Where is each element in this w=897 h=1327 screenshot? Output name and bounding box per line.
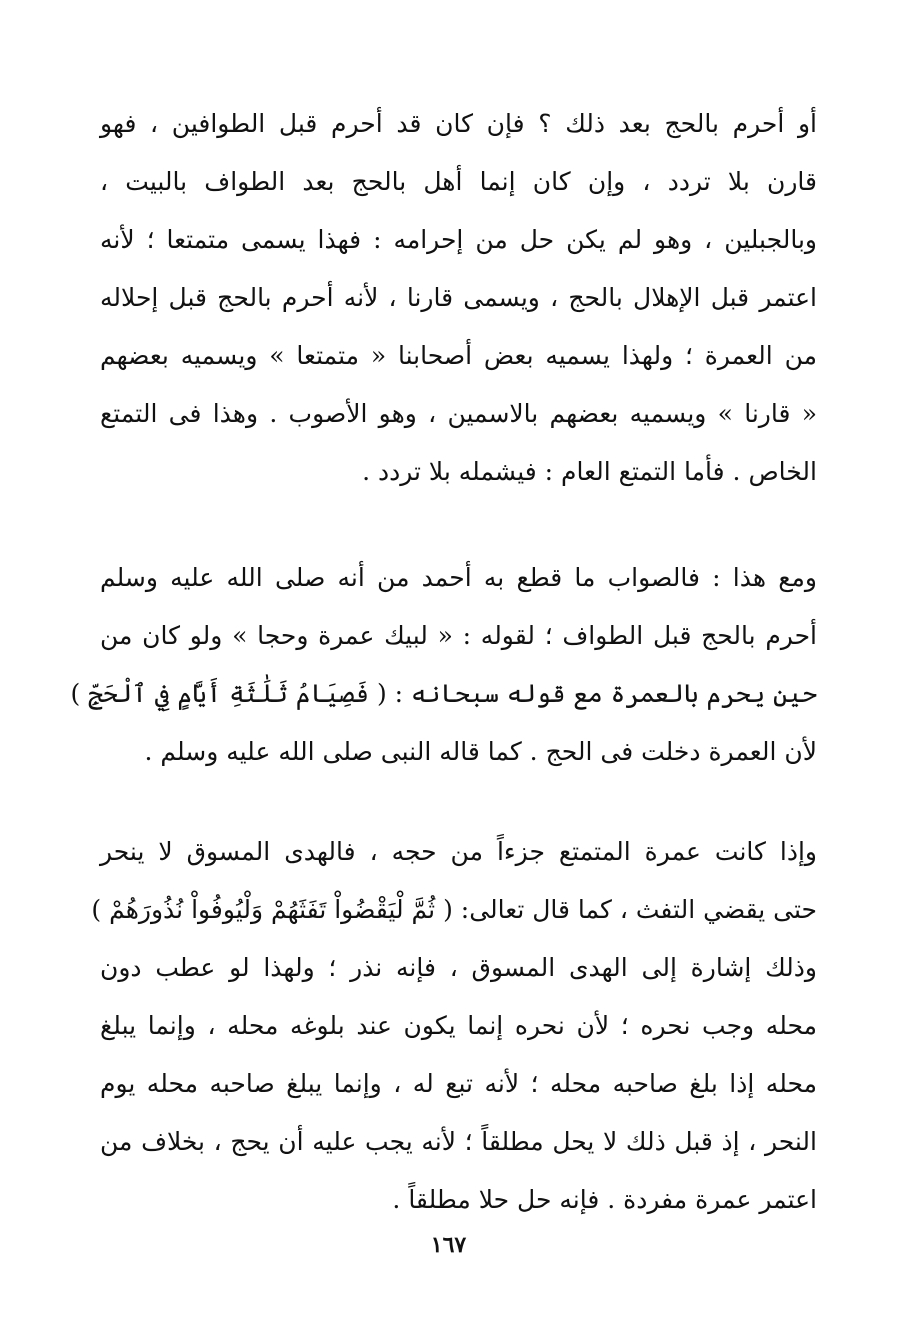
text-line: الخاص . فأما التمتع العام : فيشمله بلا تردد .: [362, 457, 817, 486]
text-line: اعتمر عمرة مفردة . فإنه حل حلا مطلقاً .: [392, 1185, 817, 1214]
text-line: من العمرة ؛ ولهذا يسميه بعض أصحابنا « متمتعا » ويسميه بعضهم: [100, 341, 817, 370]
text-line: ومع هذا : فالصواب ما قطع به أحمد من أنه صلى الله عليه وسلم: [100, 563, 817, 592]
text-line: أحرم بالحج قبل الطواف ؛ لقوله : « لبيك عمرة وحجا » ولو كان من: [100, 621, 817, 650]
paragraph-spacer: [100, 501, 817, 549]
text-line: حتى يقضي التفث ، كما قال تعالى: ( ثُمَّ لْيَقْضُواْ تَفَثَهُمْ وَلْيُوفُواْ نُذُورَهُمْ ): [91, 895, 817, 924]
body-text: [70, 95, 817, 1229]
paragraph-3: [91, 823, 817, 1229]
text-line: أو أحرم بالحج بعد ذلك ؟ فإن كان قد أحرم قبل الطوافين ، فهو: [100, 109, 817, 138]
text-line: قارن بلا تردد ، وإن كان إنما أهل بالحج بعد الطواف بالبيت ،: [100, 167, 817, 196]
text-line: « قارنا » ويسميه بعضهم بالاسمين ، وهو الأصوب . وهذا فى التمتع: [100, 399, 817, 428]
text-line: وبالجبلين ، وهو لم يكن حل من إحرامه : فهذا يسمى متمتعا ؛ لأنه: [100, 225, 817, 254]
page-number: ١٦٧: [430, 1232, 467, 1258]
text-line: لأن العمرة دخلت فى الحج . كما قاله النبى صلى الله عليه وسلم .: [144, 737, 817, 766]
text-line: وذلك إشارة إلى الهدى المسوق ، فإنه نذر ؛ ولهذا لو عطب دون: [100, 953, 817, 982]
paragraph-spacer: [100, 781, 817, 823]
text-line: محله إذا بلغ صاحبه محله ؛ لأنه تبع له ، وإنما يبلغ صاحبه محله يوم: [100, 1069, 817, 1098]
text-line: اعتمر قبل الإهلال بالحج ، ويسمى قارنا ، لأنه أحرم بالحج قبل إحلاله: [100, 283, 817, 312]
text-line: حين يحرم بالعمرة مع قوله سبحانه : ( فَصِيَامُ ثَلَٰثَةِ أَيَّامٍ فِي ٱلْحَجِّ ): [70, 679, 817, 708]
paragraph-1: [100, 95, 817, 501]
paragraph-2: [70, 549, 817, 781]
text-line: محله وجب نحره ؛ لأن نحره إنما يكون عند بلوغه محله ، وإنما يبلغ: [100, 1011, 817, 1040]
text-line: النحر ، إذ قبل ذلك لا يحل مطلقاً ؛ لأنه يجب عليه أن يحج ، بخلاف من: [100, 1127, 817, 1156]
text-line: وإذا كانت عمرة المتمتع جزءاً من حجه ، فالهدى المسوق لا ينحر: [100, 837, 817, 866]
